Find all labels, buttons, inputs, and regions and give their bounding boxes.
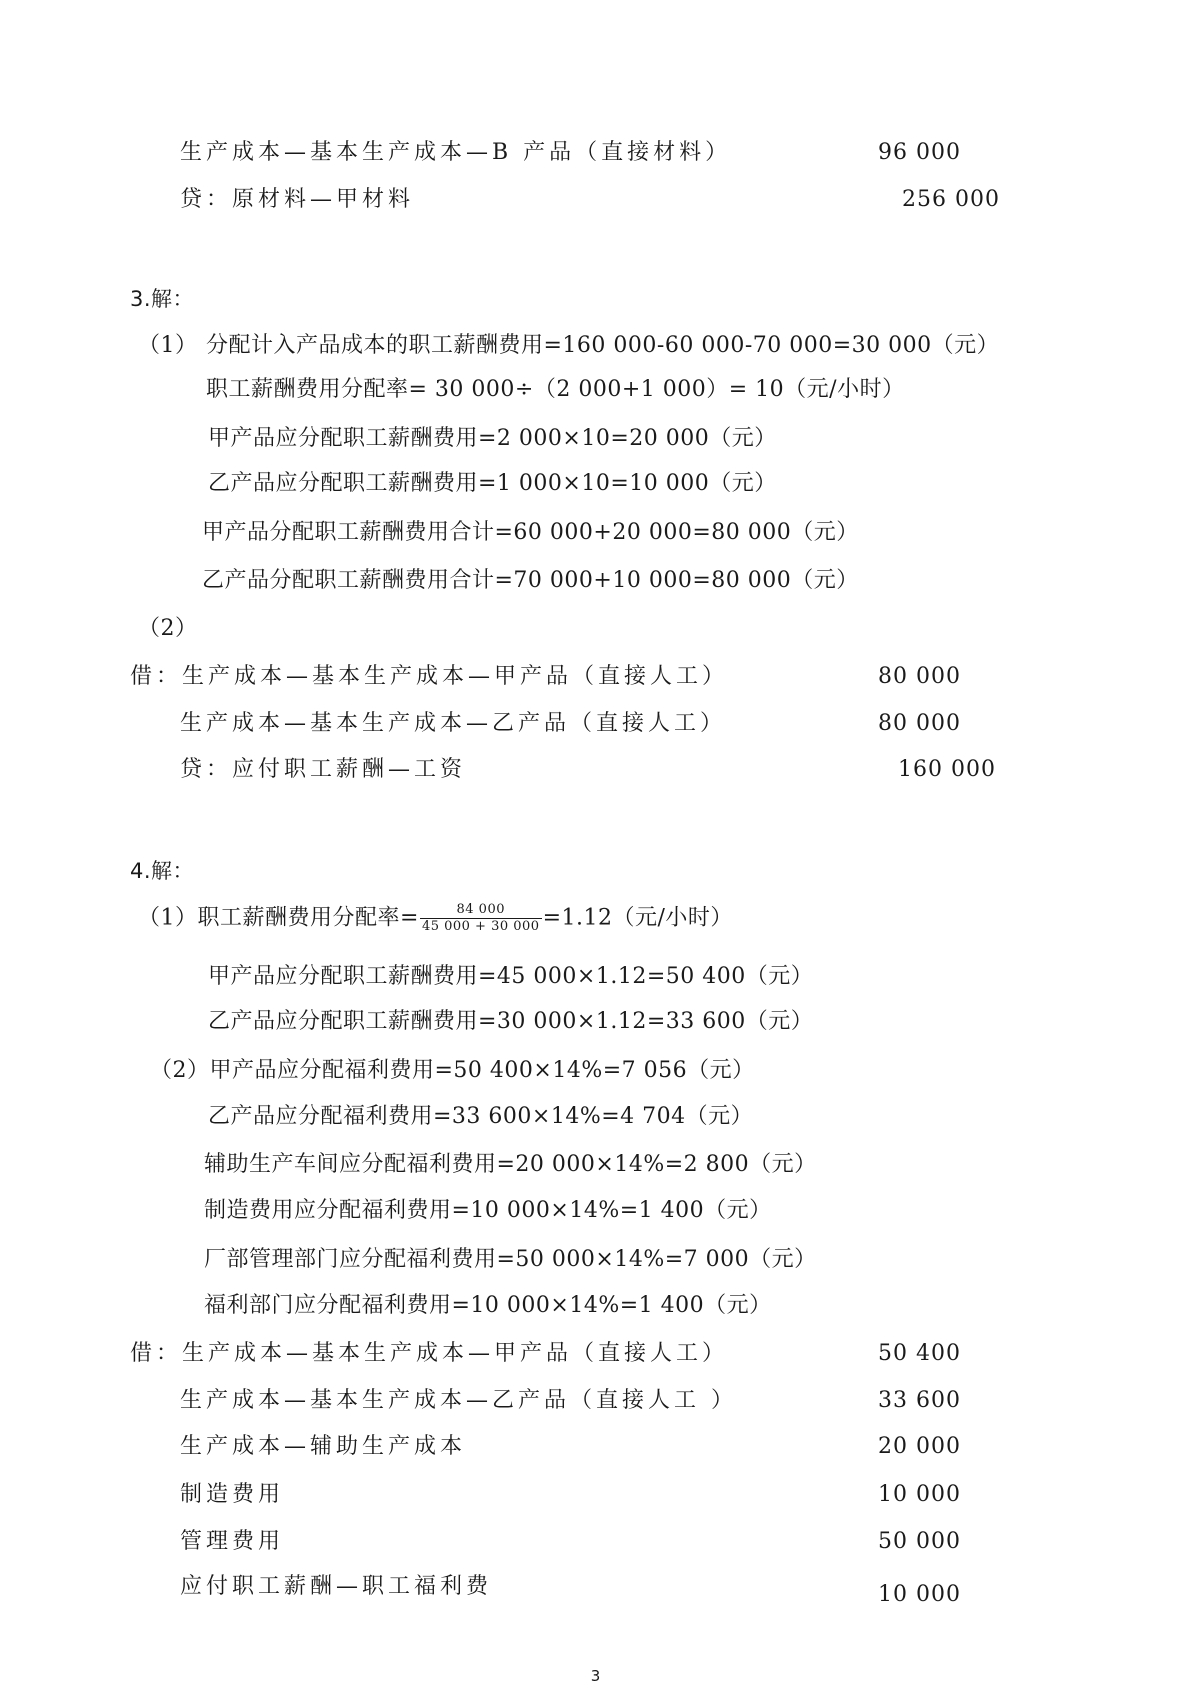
journal-entry-debit: 借：生产成本—基本生产成本—甲产品（直接人工） xyxy=(130,664,729,689)
calc-line: 甲产品应分配职工薪酬费用=2 000×10=20 000（元） xyxy=(208,426,777,451)
journal-amount: 160 000 xyxy=(898,757,996,782)
calc-line: 分配计入产品成本的职工薪酬费用=160 000-60 000-70 000=30 000（元） xyxy=(206,333,1000,358)
calc-line: 甲产品分配职工薪酬费用合计=60 000+20 000=80 000（元） xyxy=(202,520,859,545)
journal-amount: 20 000 xyxy=(878,1434,961,1459)
journal-entry-debit: 生产成本—辅助生产成本 xyxy=(180,1434,467,1459)
journal-entry-debit: 管理费用 xyxy=(180,1529,285,1554)
entry-amount: 256 000 xyxy=(902,187,1000,212)
journal-entry-credit: 贷：应付职工薪酬—工资 xyxy=(180,757,467,782)
section-heading: 4.解： xyxy=(130,859,195,883)
journal-amount: 10 000 xyxy=(878,1482,961,1507)
step-label: （2） xyxy=(138,616,198,641)
journal-entry-debit: 制造费用 xyxy=(180,1482,285,1507)
step-label: （1） xyxy=(138,333,198,358)
calc-line: （2）甲产品应分配福利费用=50 400×14%=7 056（元） xyxy=(150,1058,755,1083)
calc-line: 厂部管理部门应分配福利费用=50 000×14%=7 000（元） xyxy=(204,1247,817,1272)
calc-line: 乙产品应分配职工薪酬费用=30 000×1.12=33 600（元） xyxy=(208,1009,814,1034)
calc-line: 乙产品应分配福利费用=33 600×14%=4 704（元） xyxy=(208,1104,754,1129)
journal-entry-debit: 应付职工薪酬—职工福利费 xyxy=(180,1574,493,1599)
section-heading: 3.解： xyxy=(130,287,195,311)
journal-amount: 10 000 xyxy=(878,1582,961,1607)
fraction-denominator: 45 000 + 30 000 xyxy=(421,919,540,934)
journal-amount: 33 600 xyxy=(878,1388,961,1413)
fraction xyxy=(420,902,542,935)
fraction-suffix: =1.12（元/小时） xyxy=(542,905,733,931)
calc-line: 职工薪酬费用分配率= 30 000÷（2 000+1 000）= 10（元/小时） xyxy=(206,377,905,402)
page-number: 3 xyxy=(590,1667,601,1685)
journal-amount: 80 000 xyxy=(878,711,961,736)
calc-line: 福利部门应分配福利费用=10 000×14%=1 400（元） xyxy=(204,1293,772,1318)
journal-amount: 50 000 xyxy=(878,1529,961,1554)
fraction-prefix: （1）职工薪酬费用分配率= xyxy=(138,905,419,931)
entry-amount: 96 000 xyxy=(878,140,961,165)
journal-entry-debit: 借：生产成本—基本生产成本—甲产品（直接人工） xyxy=(130,1341,729,1366)
calc-line: 制造费用应分配福利费用=10 000×14%=1 400（元） xyxy=(204,1198,772,1223)
journal-entry-debit: 生产成本—基本生产成本—乙产品（直接人工） xyxy=(180,711,727,736)
journal-amount: 80 000 xyxy=(878,664,961,689)
journal-amount: 50 400 xyxy=(878,1341,961,1366)
journal-entry-debit: 生产成本—基本生产成本—乙产品（直接人工 ） xyxy=(180,1388,737,1413)
calc-line: 辅助生产车间应分配福利费用=20 000×14%=2 800（元） xyxy=(204,1152,817,1177)
fraction-numerator: 84 000 xyxy=(420,902,542,919)
calc-line: 乙产品应分配职工薪酬费用=1 000×10=10 000（元） xyxy=(208,471,777,496)
entry-line: 贷：原材料—甲材料 xyxy=(180,187,415,212)
calc-line: 甲产品应分配职工薪酬费用=45 000×1.12=50 400（元） xyxy=(208,964,814,989)
calc-line-fraction xyxy=(138,902,733,935)
calc-line: 乙产品分配职工薪酬费用合计=70 000+10 000=80 000（元） xyxy=(202,568,859,593)
entry-line: 生产成本—基本生产成本—B 产品（直接材料） xyxy=(180,140,732,165)
